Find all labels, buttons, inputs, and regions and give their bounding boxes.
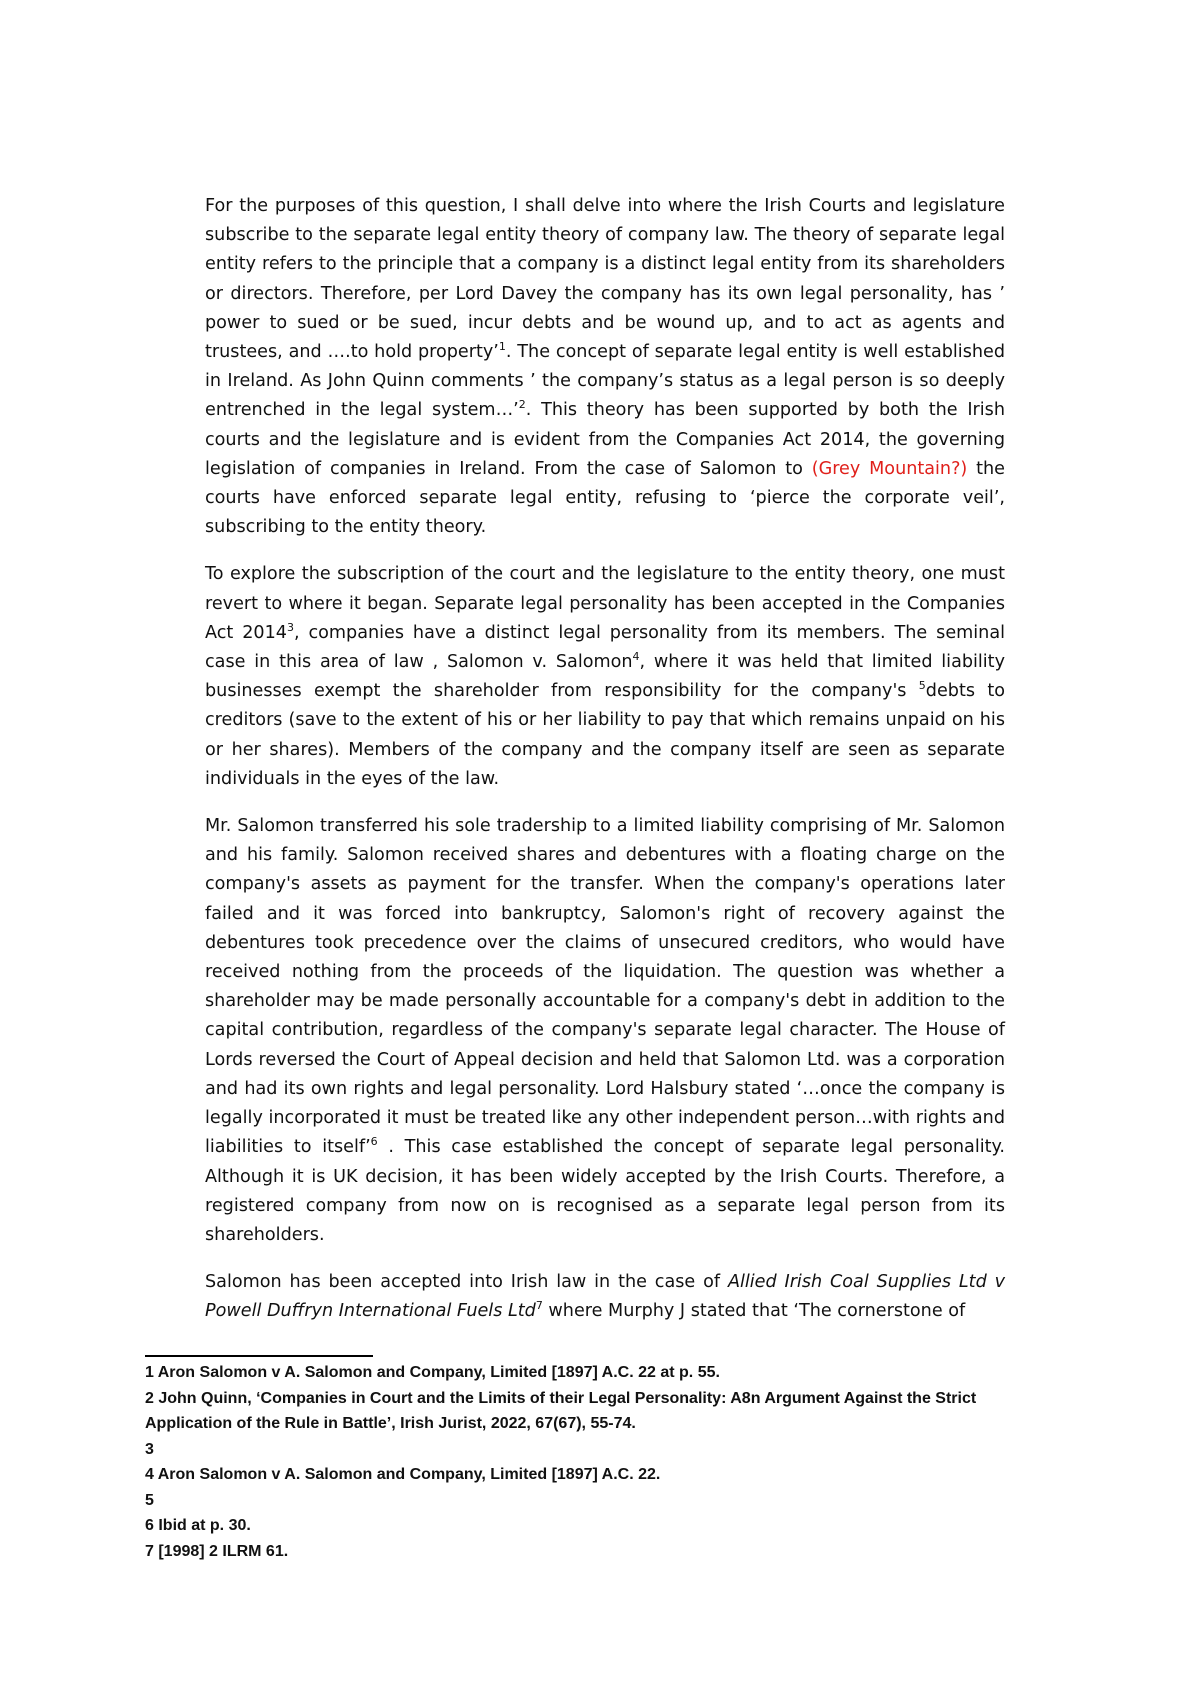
p3-text-a: Mr. Salomon transferred his sole tradership to a limited liability comprising of Mr. Salomon and his family. Salomon received shares and debentures with a floating charge on the company's assets as payment for the transfer. When the company's operations later failed and it was forced into bankruptcy, Salomon's right of recovery against the debentures took precedence over the claims of unsecured creditors, who would have received nothing from the proceeds of the liquidation. The question was whether a shareholder may be made personally accountable for a company's debt in addition to the capital contribution, regardless of the company's separate legal character. The House of Lords reversed the Court of Appeal decision and held that Salomon Ltd. was a corporation and had its own rights and legal personality. Lord Halsbury stated ‘…once the company is legally incorporated it must be treated like any other independent person…with rights and liabilities to itself’ [205,816,1005,1158]
footnote-1: 1 Aron Salomon v A. Salomon and Company, Limited [1897] A.C. 22 at p. 55. [145,1364,720,1381]
document-body [205,192,1005,1345]
footnote-ref-3[interactable]: 3 [286,620,294,634]
paragraph-3 [205,812,1005,1250]
paragraph-4 [205,1268,1005,1326]
footnotes [145,1360,1055,1564]
footnote-ref-5[interactable]: 5 [918,679,926,693]
footnote-6: 6 Ibid at p. 30. [145,1517,251,1534]
p2-text-c: , where it was held that limited liability businesses exempt the shareholder from responsibility for the company's [205,652,1005,702]
p4-text-b: where Murphy J stated that ‘The cornerstone of [542,1301,966,1322]
footnote-ref-2[interactable]: 2 [518,398,526,412]
p1-text-d: the courts have enforced separate legal entity, refusing to ‘pierce the corporate veil’, subscribing to the entity theory. [205,458,1006,538]
p2-text-b: , companies have a distinct legal personality from its members. The seminal case in this area of law , Salomon v. Salomon [205,622,1005,673]
footnote-4: 4 Aron Salomon v A. Salomon and Company, Limited [1897] A.C. 22. [145,1466,661,1483]
p1-text-c: . This theory has been supported by both the Irish courts and the legislature and is evident from the Companies Act 2014, the governing legislation of companies in Ireland. From the case of Salomon to [205,400,1005,479]
p2-text-d: debts to creditors (save to the extent of his or her liability to pay that which remains unpaid on his or her shares). Members of the company and the company itself are seen as separate individuals in the eyes of the law. [205,681,1005,789]
footnote-ref-1[interactable]: 1 [498,340,506,354]
footnote-ref-4[interactable]: 4 [632,650,640,664]
paragraph-1 [205,192,1005,542]
footnote-ref-6[interactable]: 6 [370,1135,378,1149]
paragraph-2 [205,560,1005,794]
footnote-separator [145,1355,373,1357]
p2-text-a: To explore the subscription of the court and the legislature to the entity theory, one must revert to where it began. Separate legal personality has been accepted in the Companies Act 2014 [205,564,1005,643]
p4-text-a: Salomon has been accepted into Irish law in the case of [205,1272,728,1293]
footnote-7: 7 [1998] 2 ILRM 61. [145,1542,289,1560]
footnote-5: 5 [145,1491,154,1509]
p1-text-b: . The concept of separate legal entity is well established in Ireland. As John Quinn comments ’ the company’s status as a legal person is so deeply entrenched in the legal system…’ [205,342,1006,421]
p1-text-a: For the purposes of this question, I shall delve into where the Irish Courts and legislature subscribe to the separate legal entity theory of company law. The theory of separate legal entity refers to the principle that a company is a distinct legal entity from its shareholders or directors. Therefore, per Lord Davey the company has its own legal personality, has ’ power to sued or be sued, incur debts and be wound up, and to act as agents and trustees, and ….to hold property’ [205,196,1005,363]
case-name-italic: Allied Irish Coal Supplies Ltd v Powell Duffryn International Fuels Ltd [205,1272,1006,1322]
footnote-ref-7[interactable]: 7 [535,1299,543,1313]
footnote-3: 3 [145,1440,154,1458]
highlight-grey-mountain: (Grey Mountain?) [811,458,968,479]
p3-text-b: . This case established the concept of separate legal personality. Although it is UK decision, it has been widely accepted by the Irish Courts. Therefore, a registered company from now on is recognised as a separate legal person from its shareholders. [205,1137,1005,1245]
footnote-2: 2 John Quinn, ‘Companies in Court and the Limits of their Legal Personality: A8n Argument Against the Strict Application of the Rule in Battle’, Irish Jurist, 2022, 67(67), 55-74. [145,1389,977,1432]
